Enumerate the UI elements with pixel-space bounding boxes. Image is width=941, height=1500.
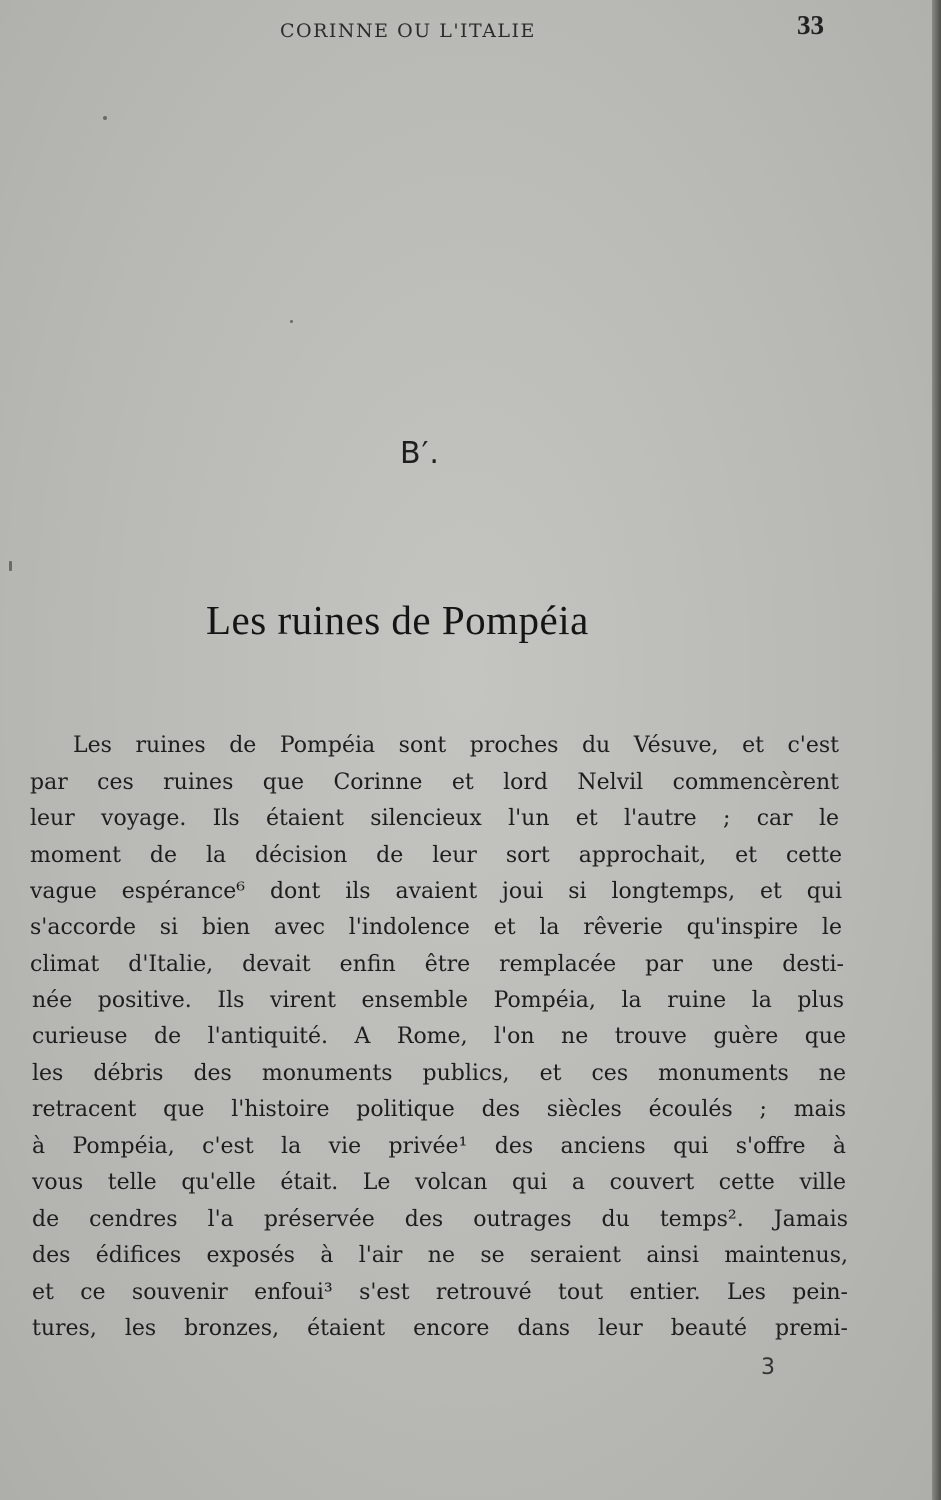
body-line: leur voyage. Ils étaient silencieux l'un et l'autre ; car le: [30, 806, 839, 831]
body-line: et ce souvenir enfoui³ s'est retrouvé tout entier. Les pein-: [32, 1280, 848, 1305]
page-number: 33: [797, 10, 824, 40]
body-line: s'accorde si bien avec l'indolence et la rêverie qu'inspire le: [30, 915, 842, 940]
speck-decoration: [290, 320, 293, 323]
signature-mark: 3: [761, 1355, 775, 1380]
body-line: tures, les bronzes, étaient encore dans leur beauté premi-: [32, 1316, 848, 1341]
page-edge: [932, 0, 941, 1500]
body-line: retracent que l'histoire politique des siècles écoulés ; mais: [32, 1097, 846, 1122]
body-line: de cendres l'a préservée des outrages du temps². Jamais: [32, 1207, 848, 1232]
body-line: moment de la décision de leur sort approchait, et cette: [30, 843, 842, 868]
speck-decoration: [103, 116, 107, 120]
body-line: par ces ruines que Corinne et lord Nelvil commencèrent: [30, 770, 839, 795]
running-head: CORINNE OU L'ITALIE: [280, 20, 536, 42]
body-line: vous telle qu'elle était. Le volcan qui a couvert cette ville: [32, 1170, 846, 1195]
body-line: climat d'Italie, devait enfin être remplacée par une desti-: [30, 952, 844, 977]
body-line: née positive. Ils virent ensemble Pompéia, la ruine la plus: [32, 988, 844, 1013]
body-line: des édifices exposés à l'air ne se seraient ainsi maintenus,: [32, 1243, 848, 1268]
body-line: curieuse de l'antiquité. A Rome, l'on ne trouve guère que: [32, 1024, 846, 1049]
body-line: à Pompéia, c'est la vie privée¹ des anciens qui s'offre à: [32, 1134, 846, 1159]
chapter-title: Les ruines de Pompéia: [206, 597, 589, 643]
body-line: les débris des monuments publics, et ces monuments ne: [32, 1061, 846, 1086]
body-line: vague espérance⁶ dont ils avaient joui si longtemps, et qui: [30, 879, 842, 904]
speck-decoration: [9, 561, 12, 571]
section-mark: B′.: [400, 436, 440, 471]
body-line: Les ruines de Pompéia sont proches du Vésuve, et c'est: [73, 733, 839, 758]
